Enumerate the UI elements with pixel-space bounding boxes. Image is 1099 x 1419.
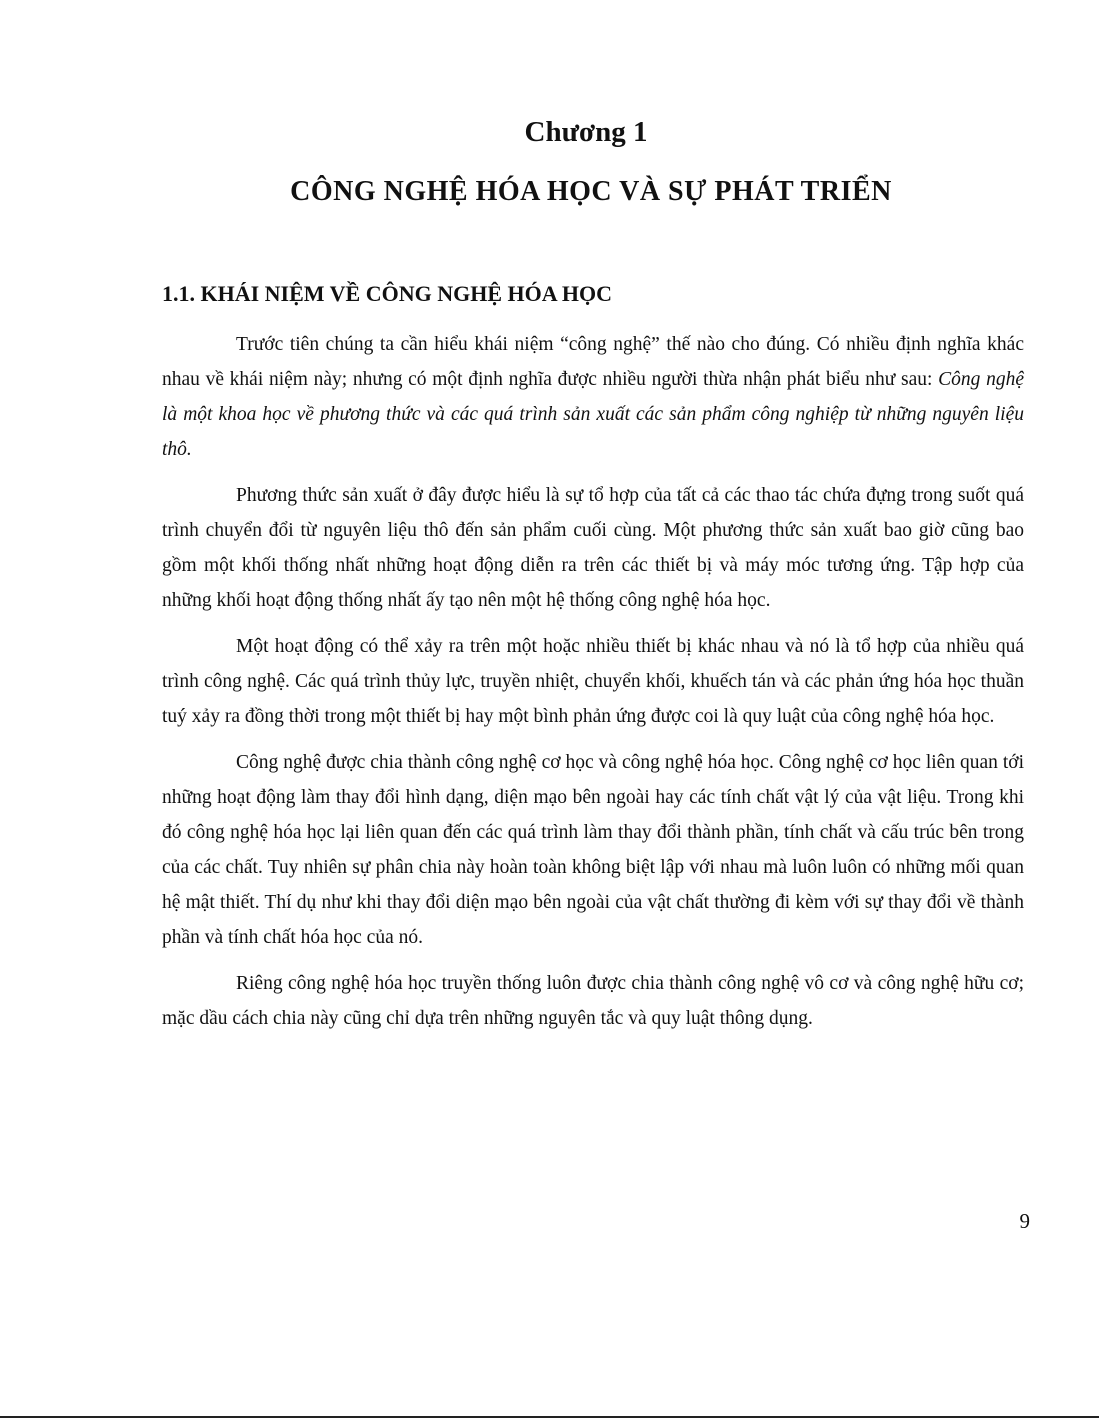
chapter-label: Chương 1	[524, 116, 648, 148]
paragraph-mechanical-vs-chemical: Công nghệ được chia thành công nghệ cơ học và công nghệ hóa học. Công nghệ cơ học liên quan tới những hoạt động làm thay đổi hình dạng, diện mạo bên ngoài hay các tính chất vật lý của vật liệu. Trong khi đó công nghệ hóa học lại liên quan đến các quá trình làm thay đổi thành phần, tính chất và cấu trúc bên trong của các chất. Tuy nhiên sự phân chia này hoàn toàn không biệt lập với nhau mà luôn luôn có những mối quan hệ mật thiết. Thí dụ như khi thay đổi diện mạo bên ngoài của vật chất thường đi kèm với sự thay đổi về thành phần và tính chất hóa học của nó.	[162, 752, 1024, 948]
paragraph-processes: Một hoạt động có thể xảy ra trên một hoặc nhiều thiết bị khác nhau và nó là tổ hợp của nhiều quá trình công nghệ. Các quá trình thủy lực, truyền nhiệt, chuyển khối, khuếch tán và các phản ứng hóa học thuần tuý xảy ra đồng thời trong một thiết bị hay một bình phản ứng được coi là quy luật của công nghệ hóa học.	[162, 636, 1024, 727]
paragraph-definition	[162, 327, 1024, 467]
paragraph-inorganic-organic: Riêng công nghệ hóa học truyền thống luôn được chia thành công nghệ vô cơ và công nghệ hữu cơ; mặc dầu cách chia này cũng chỉ dựa trên những nguyên tắc và quy luật thông dụng.	[162, 973, 1024, 1029]
paragraph-production-method: Phương thức sản xuất ở đây được hiểu là sự tổ hợp của tất cả các thao tác chứa đựng trong suốt quá trình chuyển đổi từ nguyên liệu thô đến sản phẩm cuối cùng. Một phương thức sản xuất bao giờ cũng bao gồm một khối thống nhất những hoạt động diễn ra trên các thiết bị và máy móc tương ứng. Tập hợp của những khối hoạt động thống nhất ấy tạo nên một hệ thống công nghệ hóa học.	[162, 485, 1024, 611]
body-text	[162, 327, 1024, 1047]
page-number: 9	[1019, 1209, 1030, 1233]
paragraph-definition-italic: Công nghệ là một khoa học về phương thức và các quá trình sản xuất các sản phẩm công nghiệp từ những nguyên liệu thô.	[162, 369, 1024, 460]
section-heading: 1.1. KHÁI NIỆM VỀ CÔNG NGHỆ HÓA HỌC	[162, 281, 613, 306]
paragraph-definition-intro: Trước tiên chúng ta cần hiểu khái niệm “công nghệ” thế nào cho đúng. Có nhiều định nghĩa khác nhau về khái niệm này; nhưng có một định nghĩa được nhiều người thừa nhận phát biểu như sau:	[162, 334, 1024, 390]
chapter-title: CÔNG NGHỆ HÓA HỌC VÀ SỰ PHÁT TRIỂN	[290, 176, 892, 207]
bottom-divider	[0, 1416, 1099, 1418]
